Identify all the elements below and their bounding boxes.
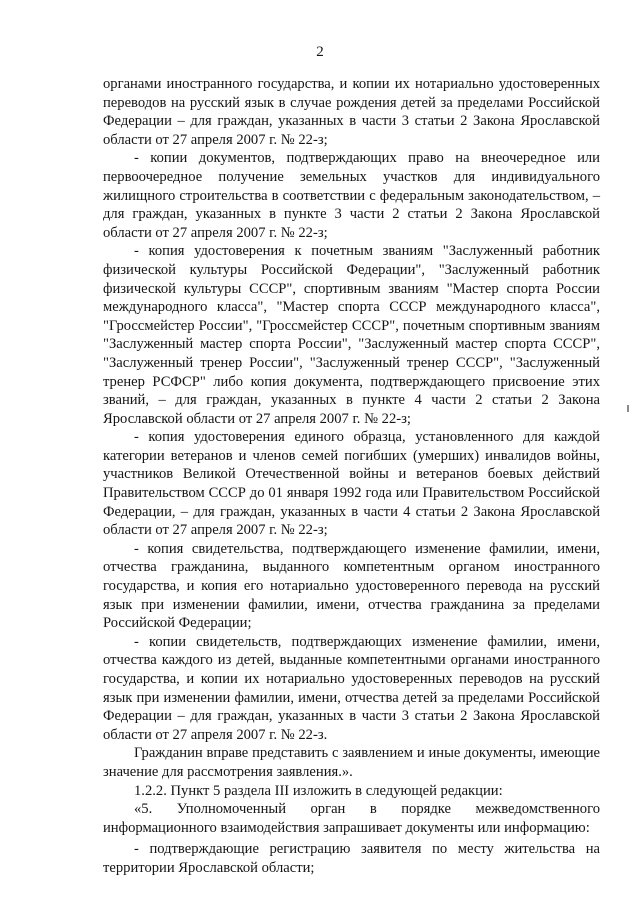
margin-mark	[627, 405, 629, 412]
document-body	[103, 75, 600, 878]
paragraph-clause-5-intro: «5. Уполномоченный орган в порядке межведомственного информационного взаимодействия запрашивает документы или информацию:	[103, 801, 600, 836]
paragraph-foreign-documents-continuation: органами иностранного государства, и копии их нотариально удостоверенных переводов на русский язык в случае рождения детей за пределами Российской Федерации – для граждан, указанных в части 3 статьи 2 Закона Ярославской области от 27 апреля 2007 г. № 22-з;	[103, 76, 600, 148]
paragraph-other-documents: Гражданин вправе представить с заявлением и иные документы, имеющие значение для рассмотрения заявления.».	[103, 745, 600, 780]
paragraph-clause-1-2-2: 1.2.2. Пункт 5 раздела III изложить в следующей редакции:	[134, 782, 503, 799]
paragraph-land-plot-documents: - копии документов, подтверждающих право на внеочередное или первоочередное получение земельных участков для индивидуального жилищного строительства в соответствии с федеральным законодательством, – для граждан, указанных в пункте 3 части 2 статьи 2 Закона Ярославской области от 27 апреля 2007 г. № 22-з;	[103, 150, 600, 241]
paragraph-children-name-change: - копии свидетельств, подтверждающих изменение фамилии, имени, отчества каждого из детей, выданные компетентными органами иностранного государства, и копии их нотариально удостоверенных переводов на русский язык при изменении фамилии, имени, отчества детей за пределами Российской Федерации – для граждан, указанных в части 3 статьи 2 Закона Ярославской области от 27 апреля 2007 г. № 22-з.	[103, 633, 600, 743]
paragraph-residence-registration: - подтверждающие регистрацию заявителя по месту жительства на территории Ярославской области;	[103, 841, 600, 876]
paragraph-veteran-certificate: - копия удостоверения единого образца, установленного для каждой категории ветеранов и членов семей погибших (умерших) инвалидов войны, участников Великой Отечественной войны и ветеранов боевых действий Правительством СССР до 01 января 1992 года или Правительством Российской Федерации, – для граждан, указанных в части 4 статьи 2 Закона Ярославской области от 27 апреля 2007 г. № 22-з;	[103, 429, 600, 539]
paragraph-honorary-titles: - копия удостоверения к почетным званиям "Заслуженный работник физической культуры Российской Федерации", "Заслуженный работник физической культуры СССР", спортивным званиям "Мастер спорта России международного класса", "Мастер спорта СССР международного класса", "Гроссмейстер России", "Гроссмейстер СССР", почетным спортивным званиям "Заслуженный мастер спорта России", "Заслуженный мастер спорта СССР", "Заслуженный тренер России", "Заслуженный тренер СССР", "Заслуженный тренер РСФСР" либо копия документа, подтверждающего присвоение этих званий, – для граждан, указанных в пункте 4 части 2 статьи 2 Закона Ярославской области от 27 апреля 2007 г. № 22-з;	[103, 243, 600, 427]
paragraph-citizen-name-change: - копия свидетельства, подтверждающего изменение фамилии, имени, отчества гражданина, выданного компетентным органом иностранного государства, и копия его нотариально удостоверенного перевода на русский язык при изменении фамилии, имени, отчества гражданина за пределами Российской Федерации;	[103, 540, 600, 632]
page-number: 2	[316, 44, 324, 60]
